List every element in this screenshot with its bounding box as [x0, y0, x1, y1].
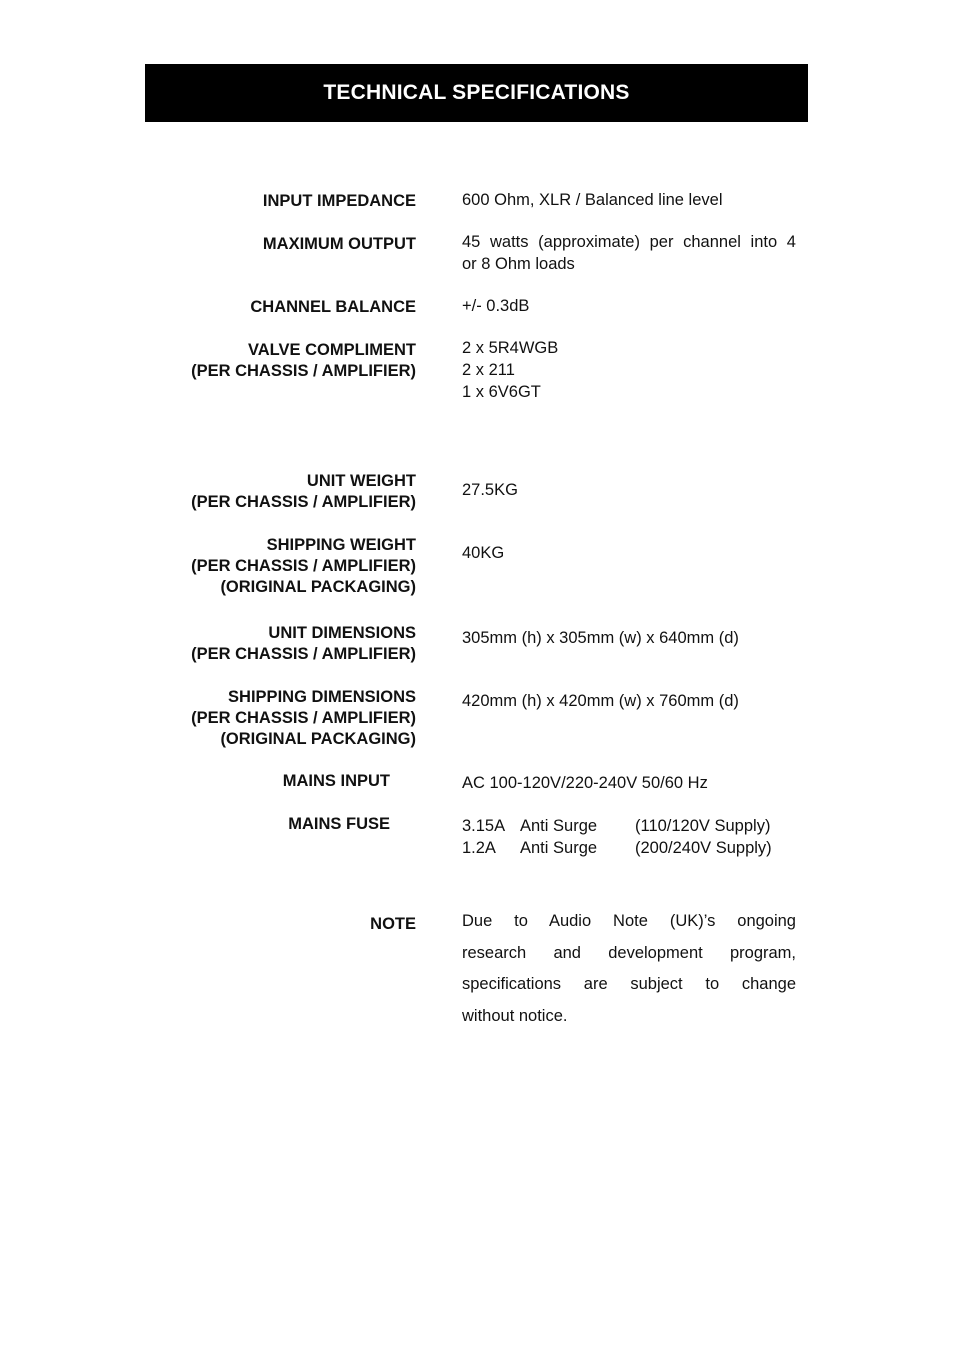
unit-dimensions-value: 305mm (h) x 305mm (w) x 640mm (d) — [462, 629, 739, 647]
unit-weight-value: 27.5KG — [462, 481, 518, 499]
fuse-supply: (110/120V Supply) — [635, 817, 771, 835]
fuse-row — [462, 815, 796, 837]
note-line-4: without notice. — [462, 1007, 568, 1026]
shipping-weight-label — [191, 535, 416, 598]
shipping-weight-label-line-2: (PER CHASSIS / AMPLIFIER) — [191, 557, 416, 575]
valve-compliment-value — [462, 337, 796, 403]
unit-weight-label-line-1: UNIT WEIGHT — [306, 472, 416, 490]
shipping-dimensions-label — [191, 687, 416, 750]
shipping-weight-label-line-1: SHIPPING WEIGHT — [266, 536, 416, 554]
fuse-supply: (200/240V Supply) — [635, 839, 772, 857]
shipping-dimensions-value: 420mm (h) x 420mm (w) x 760mm (d) — [462, 692, 739, 710]
valve-compliment-label-line-1: VALVE COMPLIMENT — [247, 341, 416, 359]
shipping-dimensions-label-line-2: (PER CHASSIS / AMPLIFIER) — [191, 709, 416, 727]
note-label: NOTE — [370, 915, 416, 933]
input-impedance-label: INPUT IMPEDANCE — [262, 192, 416, 210]
valve-compliment-label-line-2: (PER CHASSIS / AMPLIFIER) — [191, 362, 416, 380]
shipping-weight-label-line-3: (ORIGINAL PACKAGING) — [220, 578, 416, 596]
input-impedance-value: 600 Ohm, XLR / Balanced line level — [462, 191, 723, 209]
shipping-dimensions-label-line-1: SHIPPING DIMENSIONS — [228, 688, 416, 706]
mains-input-label: MAINS INPUT — [282, 772, 390, 790]
valve-compliment-label — [191, 340, 416, 382]
note-line-1: Due to Audio Note (UK)’s ongoing — [462, 912, 796, 930]
mains-fuse-value — [462, 815, 796, 859]
note-line-2: research and development program, — [462, 943, 796, 962]
mains-fuse-label: MAINS FUSE — [288, 815, 390, 833]
unit-dimensions-label — [191, 623, 416, 665]
valve-line-3: 1 x 6V6GT — [462, 383, 541, 401]
unit-dimensions-label-line-2: (PER CHASSIS / AMPLIFIER) — [191, 645, 416, 663]
maximum-output-line-2: or 8 Ohm loads — [462, 255, 575, 273]
valve-line-2: 2 x 211 — [462, 361, 515, 379]
fuse-rating: 1.2A — [462, 839, 496, 857]
fuse-type: Anti Surge — [520, 817, 598, 835]
fuse-rating: 3.15A — [462, 817, 506, 835]
page-title: TECHNICAL SPECIFICATIONS — [323, 81, 630, 104]
fuse-type: Anti Surge — [520, 839, 598, 857]
header-bar — [145, 64, 808, 122]
channel-balance-label: CHANNEL BALANCE — [250, 298, 416, 316]
valve-line-1: 2 x 5R4WGB — [462, 339, 559, 357]
maximum-output-label: MAXIMUM OUTPUT — [262, 235, 416, 253]
note-text — [462, 906, 796, 1033]
maximum-output-value — [462, 231, 796, 275]
mains-input-value: AC 100-120V/220-240V 50/60 Hz — [462, 774, 708, 792]
shipping-weight-value: 40KG — [462, 544, 505, 562]
unit-weight-label — [191, 471, 416, 513]
maximum-output-line-1: 45 watts (approximate) per channel into 4 — [462, 233, 796, 251]
unit-dimensions-label-line-1: UNIT DIMENSIONS — [268, 624, 416, 642]
note-line-3: specifications are subject to change — [462, 975, 796, 994]
fuse-row — [462, 837, 796, 859]
shipping-dimensions-label-line-3: (ORIGINAL PACKAGING) — [220, 730, 416, 748]
unit-weight-label-line-2: (PER CHASSIS / AMPLIFIER) — [191, 493, 416, 511]
channel-balance-value: +/- 0.3dB — [462, 297, 530, 315]
